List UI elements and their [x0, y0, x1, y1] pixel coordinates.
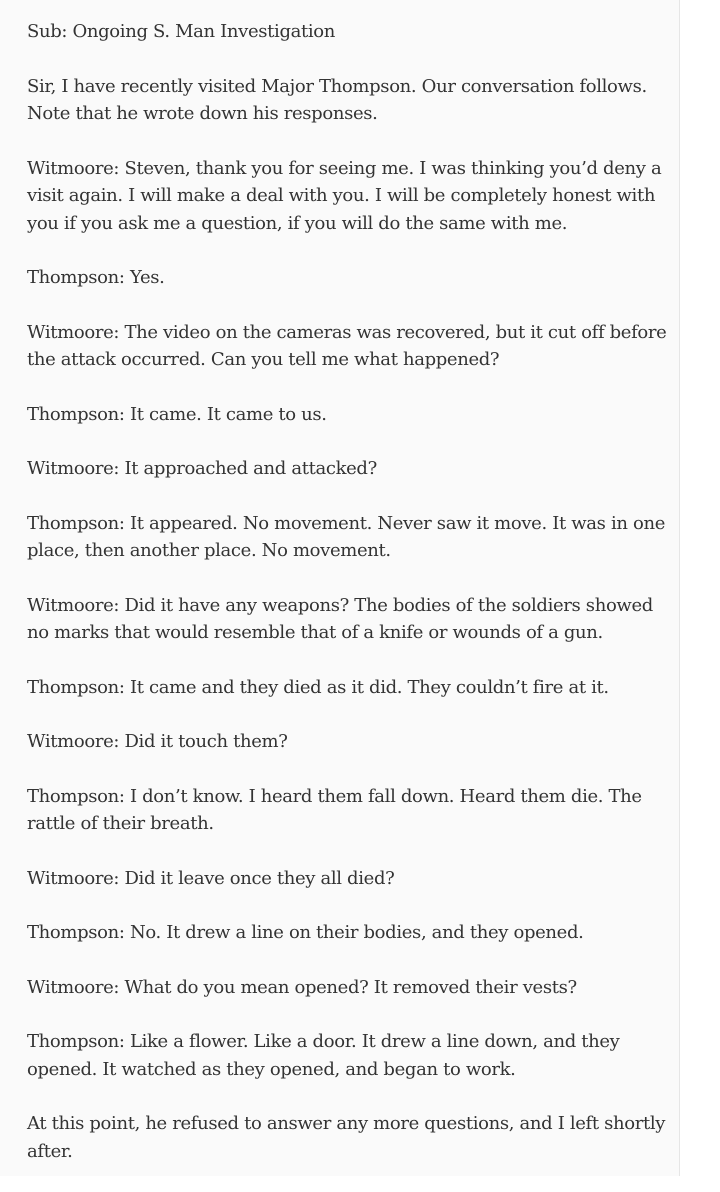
- paragraph: Witmoore: What do you mean opened? It removed their vests?: [27, 976, 577, 998]
- paragraph: Thompson: It came. It came to us.: [27, 403, 327, 425]
- paragraph: Thompson: I don’t know. I heard them fall down. Heard them die. The rattle of their breath.: [27, 785, 642, 834]
- paragraph: Witmoore: Did it have any weapons? The bodies of the soldiers showed no marks that would resemble that of a knife or wounds of a gun.: [27, 594, 653, 643]
- paragraph: Thompson: It came and they died as it did. They couldn’t fire at it.: [27, 676, 609, 698]
- paragraph: Thompson: Yes.: [27, 267, 165, 288]
- paragraph: Thompson: No. It drew a line on their bodies, and they opened.: [27, 922, 584, 943]
- document-body: [27, 18, 667, 1192]
- subject-line: Sub: Ongoing S. Man Investigation: [27, 21, 336, 42]
- paragraph: Sir, I have recently visited Major Thompson. Our conversation follows. Note that he wrote down his responses.: [27, 75, 647, 124]
- paragraph: Thompson: It appeared. No movement. Never saw it move. It was in one place, then another place. No movement.: [27, 512, 665, 561]
- paragraph: Witmoore: Did it touch them?: [27, 731, 288, 752]
- paragraph: Thompson: Like a flower. Like a door. It drew a line down, and they opened. It watched as they opened, and began to work.: [27, 1031, 620, 1080]
- paragraph: Witmoore: Did it leave once they all died?: [27, 867, 395, 889]
- paragraph: Witmoore: Steven, thank you for seeing me. I was thinking you’d deny a visit again. I will make a deal with you. I will be completely honest with you if you ask me a question, if you will do the same with me.: [27, 157, 662, 234]
- paragraph: At this point, he refused to answer any more questions, and I left shortly after.: [27, 1113, 666, 1162]
- paragraph: Witmoore: It approached and attacked?: [27, 458, 377, 479]
- paragraph: Witmoore: The video on the cameras was recovered, but it cut off before the attack occurred. Can you tell me what happened?: [27, 321, 667, 370]
